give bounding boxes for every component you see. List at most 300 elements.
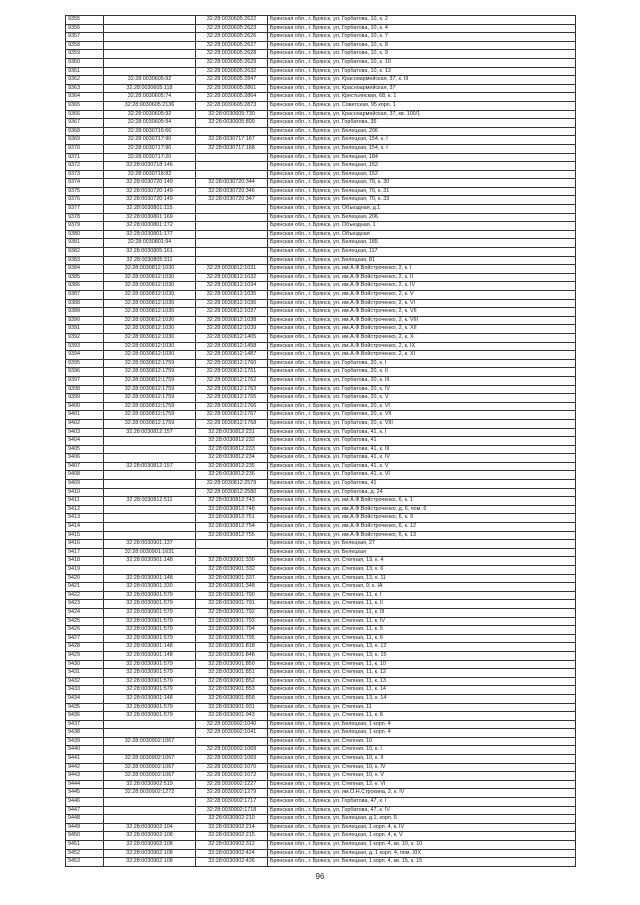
- parent-cadastral-number-cell: 32:28:0030902:1067: [104, 755, 196, 764]
- row-number-cell: 9400: [66, 402, 104, 411]
- address-cell: Брянская обл., г. Брянск, ул. Белецкая, 152: [268, 162, 576, 171]
- table-row: [66, 144, 576, 153]
- table-row: [66, 823, 576, 832]
- parent-cadastral-number-cell: 32:28:0030718:146: [104, 162, 196, 171]
- row-number-cell: 9443: [66, 772, 104, 781]
- address-cell: Брянская обл., г. Брянск, ул. Горбатова, 20, к. VII: [268, 411, 576, 420]
- parent-cadastral-number-cell: 32:28:0030902:1272: [104, 789, 196, 798]
- address-cell: Брянская обл., г. Брянск, ул. Степная, 10: [268, 737, 576, 746]
- row-number-cell: 9394: [66, 351, 104, 360]
- parent-cadastral-number-cell: 32:28:0030812:1030: [104, 316, 196, 325]
- row-number-cell: 9397: [66, 376, 104, 385]
- cadastral-number-cell: 32:28:0030812:1037: [196, 308, 268, 317]
- address-cell: Брянская обл., г. Брянск, ул. Степная, 11, к. 10: [268, 660, 576, 669]
- address-cell: Брянская обл., г. Брянск, ул. Белецкая, 1 корп. 4: [268, 720, 576, 729]
- address-cell: Брянская обл., г. Брянск, ул. Белецкая, 154, к. I: [268, 136, 576, 145]
- cadastral-number-cell: 32:28:0030812:1765: [196, 394, 268, 403]
- cadastral-number-cell: [196, 205, 268, 214]
- cadastral-number-cell: 32:28:0030901:792: [196, 608, 268, 617]
- row-number-cell: 9437: [66, 720, 104, 729]
- address-cell: Брянская обл., г. Брянск, ул. им.А.Ф.Войстроченко, 2, к. V: [268, 291, 576, 300]
- parent-cadastral-number-cell: 32:28:0030720:149: [104, 196, 196, 205]
- row-number-cell: 9358: [66, 41, 104, 50]
- address-cell: Брянская обл., г. Брянск, ул. им.А.Ф.Войстроченко, 2, к. X: [268, 333, 576, 342]
- row-number-cell: 9403: [66, 428, 104, 437]
- parent-cadastral-number-cell: [104, 523, 196, 532]
- row-number-cell: 9430: [66, 660, 104, 669]
- address-cell: Брянская обл., г. Брянск, ул. Степная, 11, к. II: [268, 600, 576, 609]
- cadastral-number-cell: 32:28:0030901:943: [196, 712, 268, 721]
- address-cell: Брянская обл., г. Брянск, ул. Горбатова, 20, к. I: [268, 359, 576, 368]
- cadastral-number-cell: 32:28:0030901:852: [196, 677, 268, 686]
- address-cell: Брянская обл., г. Брянск, ул. Горбатова, 10, к. 13: [268, 67, 576, 76]
- row-number-cell: 9366: [66, 110, 104, 119]
- address-cell: Брянская обл., г. Брянск, ул. Степная, 11, к. 13: [268, 677, 576, 686]
- address-cell: Брянская обл., г. Брянск, ул. Объездная, 1: [268, 222, 576, 231]
- address-cell: Брянская обл., г. Брянск, ул. Белецкая, 27: [268, 540, 576, 549]
- cadastral-number-cell: 32:28:0030812:235: [196, 462, 268, 471]
- row-number-cell: 9413: [66, 514, 104, 523]
- table-row: [66, 626, 576, 635]
- address-cell: Брянская обл., г. Брянск, ул. Белецкая, 206: [268, 213, 576, 222]
- table-row: [66, 376, 576, 385]
- cadastral-number-cell: [196, 170, 268, 179]
- cadastral-number-cell: 32:28:0030605:730: [196, 110, 268, 119]
- parent-cadastral-number-cell: 32:28:0030717:90: [104, 144, 196, 153]
- parent-cadastral-number-cell: [104, 815, 196, 824]
- parent-cadastral-number-cell: [104, 445, 196, 454]
- parent-cadastral-number-cell: 32:28:0030901:579: [104, 703, 196, 712]
- address-cell: Брянская обл., г. Брянск, ул. им.А.Ф.Войстроченко, 2, к. IV: [268, 282, 576, 291]
- row-number-cell: 9415: [66, 531, 104, 540]
- table-row: [66, 162, 576, 171]
- row-number-cell: 9367: [66, 119, 104, 128]
- parent-cadastral-number-cell: 32:28:0030901:148: [104, 574, 196, 583]
- cadastral-number-cell: 32:28:0030901:851: [196, 669, 268, 678]
- parent-cadastral-number-cell: 32:28:0030902:108: [104, 841, 196, 850]
- table-row: [66, 179, 576, 188]
- row-number-cell: 9453: [66, 858, 104, 867]
- address-cell: Брянская обл., г. Брянск, ул. Горбатова, 35: [268, 119, 576, 128]
- address-cell: Брянская обл., г. Брянск, ул. Горбатова, 47, к. I: [268, 798, 576, 807]
- table-row: [66, 583, 576, 592]
- row-number-cell: 9431: [66, 669, 104, 678]
- table-body: [66, 16, 576, 867]
- row-number-cell: 9361: [66, 67, 104, 76]
- row-number-cell: 9445: [66, 789, 104, 798]
- address-cell: Брянская обл., г. Брянск, ул. Степная, 13, к. 14: [268, 694, 576, 703]
- parent-cadastral-number-cell: 32:28:0030901:579: [104, 712, 196, 721]
- table-row: [66, 213, 576, 222]
- cadastral-number-cell: 32:28:0030901:790: [196, 591, 268, 600]
- row-number-cell: 9360: [66, 58, 104, 67]
- row-number-cell: 9427: [66, 634, 104, 643]
- address-cell: Брянская обл., г. Брянск, ул. Красноармейская, 37: [268, 84, 576, 93]
- parent-cadastral-number-cell: [104, 24, 196, 33]
- table-row: [66, 402, 576, 411]
- parent-cadastral-number-cell: [104, 67, 196, 76]
- parent-cadastral-number-cell: 32:28:0030901:579: [104, 677, 196, 686]
- parent-cadastral-number-cell: 32:28:0030812:1759: [104, 394, 196, 403]
- table-row: [66, 591, 576, 600]
- parent-cadastral-number-cell: [104, 488, 196, 497]
- row-number-cell: 9380: [66, 230, 104, 239]
- address-cell: Брянская обл., г. Брянск, ул. Степная, 13, к. 12: [268, 643, 576, 652]
- table-row: [66, 703, 576, 712]
- table-row: [66, 248, 576, 257]
- parent-cadastral-number-cell: 32:28:0030901:579: [104, 660, 196, 669]
- table-row: [66, 540, 576, 549]
- row-number-cell: 9368: [66, 127, 104, 136]
- table-row: [66, 230, 576, 239]
- table-row: [66, 566, 576, 575]
- address-cell: Брянская обл., г. Брянск, ул. Горбатова, 20, к. V: [268, 394, 576, 403]
- table-row: [66, 634, 576, 643]
- parent-cadastral-number-cell: 32:28:0030812:157: [104, 428, 196, 437]
- table-row: [66, 686, 576, 695]
- cadastral-number-cell: 32:28:0030901:848: [196, 651, 268, 660]
- address-cell: Брянская обл., г. Брянск, ул. Горбатова, 41: [268, 437, 576, 446]
- table-row: [66, 41, 576, 50]
- table-row: [66, 273, 576, 282]
- cadastral-number-cell: 32:28:0030901:348: [196, 583, 268, 592]
- cadastral-number-cell: 32:28:0030812:754: [196, 523, 268, 532]
- table-row: [66, 755, 576, 764]
- table-row: [66, 67, 576, 76]
- table-row: [66, 76, 576, 85]
- address-cell: Брянская обл., г. Брянск, ул. Горбатова, 10, к. 2: [268, 16, 576, 25]
- parent-cadastral-number-cell: 32:28:0030902:108: [104, 849, 196, 858]
- table-row: [66, 50, 576, 59]
- table-row: [66, 16, 576, 25]
- parent-cadastral-number-cell: [104, 50, 196, 59]
- address-cell: Брянская обл., г. Брянск, ул. Белецкая, 184: [268, 153, 576, 162]
- address-cell: Брянская обл., г. Брянск, ул. им.А.Ф.Войстроченко, 2, к. I: [268, 265, 576, 274]
- cadastral-number-cell: [196, 230, 268, 239]
- parent-cadastral-number-cell: 32:28:0030902:108: [104, 832, 196, 841]
- address-cell: Брянская обл., г. Брянск, ул. им.А.Ф.Войстроченко, 6, к. 13: [268, 531, 576, 540]
- cadastral-number-cell: 32:28:0030605:2623: [196, 24, 268, 33]
- row-number-cell: 9376: [66, 196, 104, 205]
- cadastral-number-cell: 32:28:0030902:1718: [196, 806, 268, 815]
- row-number-cell: 9393: [66, 342, 104, 351]
- table-row: [66, 368, 576, 377]
- cadastral-number-cell: 32:28:0030901:818: [196, 643, 268, 652]
- row-number-cell: 9395: [66, 359, 104, 368]
- table-row: [66, 110, 576, 119]
- parent-cadastral-number-cell: 32:28:0030716:66: [104, 127, 196, 136]
- address-cell: Брянская обл., г. Брянск, ул. Степная, 11, к. 6: [268, 634, 576, 643]
- parent-cadastral-number-cell: 32:28:0030902:108: [104, 858, 196, 867]
- table-row: [66, 299, 576, 308]
- address-cell: Брянская обл., г. Брянск, ул. Белецкая, 1 корп. 4: [268, 729, 576, 738]
- cadastral-number-cell: 32:28:0030812:751: [196, 514, 268, 523]
- address-cell: Брянская обл., г. Брянск, ул. Степная, 11: [268, 703, 576, 712]
- row-number-cell: 9414: [66, 523, 104, 532]
- parent-cadastral-number-cell: 32:28:0030812:1030: [104, 265, 196, 274]
- address-cell: Брянская обл., г. Брянск, ул. Горбатова, 20, к. III: [268, 376, 576, 385]
- cadastral-number-cell: 32:28:0030720:346: [196, 187, 268, 196]
- parent-cadastral-number-cell: 32:28:0030801:177: [104, 230, 196, 239]
- address-cell: Брянская обл., г. Брянск, ул. Степная, 11, к. IV: [268, 617, 576, 626]
- parent-cadastral-number-cell: 32:28:0030812:1759: [104, 385, 196, 394]
- address-cell: Брянская обл., г. Брянск, ул. Степная, 10, к. V: [268, 772, 576, 781]
- table-row: [66, 789, 576, 798]
- cadastral-number-cell: 32:28:0030812:1031: [196, 265, 268, 274]
- table-row: [66, 643, 576, 652]
- parent-cadastral-number-cell: 32:28:0030801:172: [104, 222, 196, 231]
- address-cell: Брянская обл., г. Брянск, ул. Степная, 10, к. I: [268, 746, 576, 755]
- parent-cadastral-number-cell: [104, 33, 196, 42]
- address-cell: Брянская обл., г. Брянск, ул. им.А.Ф.Войстроченко, 2, к. VIII: [268, 316, 576, 325]
- address-cell: Брянская обл., г. Брянск, ул. Белецкая, 1 корп. 4, к. IV: [268, 823, 576, 832]
- row-number-cell: 9405: [66, 445, 104, 454]
- parent-cadastral-number-cell: 32:28:0030605:92: [104, 76, 196, 85]
- table-row: [66, 548, 576, 557]
- cadastral-number-cell: 32:28:0030901:850: [196, 660, 268, 669]
- cadastral-number-cell: 32:28:0030902:1072: [196, 772, 268, 781]
- cadastral-number-cell: 32:28:0030902:436: [196, 858, 268, 867]
- row-number-cell: 9439: [66, 737, 104, 746]
- parent-cadastral-number-cell: [104, 746, 196, 755]
- cadastral-number-cell: [196, 127, 268, 136]
- cadastral-number-cell: 32:28:0030902:214: [196, 823, 268, 832]
- table-row: [66, 660, 576, 669]
- cadastral-number-cell: 32:28:0030812:748: [196, 505, 268, 514]
- table-row: [66, 497, 576, 506]
- cadastral-table: [65, 15, 576, 867]
- cadastral-number-cell: 32:28:0030812:1035: [196, 291, 268, 300]
- parent-cadastral-number-cell: 32:28:0030605:118: [104, 84, 196, 93]
- table-row: [66, 385, 576, 394]
- table-row: [66, 523, 576, 532]
- cadastral-number-cell: 32:28:0030605:2632: [196, 67, 268, 76]
- table-row: [66, 342, 576, 351]
- parent-cadastral-number-cell: 32:28:0030805:311: [104, 256, 196, 265]
- row-number-cell: 9371: [66, 153, 104, 162]
- table-row: [66, 119, 576, 128]
- cadastral-number-cell: 32:28:0030901:931: [196, 703, 268, 712]
- parent-cadastral-number-cell: 32:28:0030812:1759: [104, 402, 196, 411]
- address-cell: Брянская обл., г. Брянск, ул. Горбатова, 10, к. 7: [268, 33, 576, 42]
- row-number-cell: 9381: [66, 239, 104, 248]
- cadastral-number-cell: 32:28:0030902:1227: [196, 780, 268, 789]
- cadastral-number-cell: 32:28:0030812:755: [196, 531, 268, 540]
- address-cell: Брянская обл., г. Брянск, ул. им.А.Ф.Войстроченко, 2, к. VII: [268, 308, 576, 317]
- row-number-cell: 9424: [66, 608, 104, 617]
- address-cell: Брянская обл., г. Брянск, ул. Белецкая, 185: [268, 239, 576, 248]
- address-cell: Брянская обл., г. Брянск, ул. Степная, 13, к. 15: [268, 651, 576, 660]
- cadastral-number-cell: 32:28:0030812:743: [196, 497, 268, 506]
- table-row: [66, 488, 576, 497]
- cadastral-number-cell: 32:28:0030605:2861: [196, 84, 268, 93]
- cadastral-number-cell: 32:28:0030605:2873: [196, 101, 268, 110]
- row-number-cell: 9420: [66, 574, 104, 583]
- table-row: [66, 557, 576, 566]
- row-number-cell: 9412: [66, 505, 104, 514]
- address-cell: Брянская обл., г. Брянск, ул. Объездная: [268, 230, 576, 239]
- cadastral-number-cell: 32:28:0030901:330: [196, 557, 268, 566]
- row-number-cell: 9355: [66, 16, 104, 25]
- row-number-cell: 9396: [66, 368, 104, 377]
- table-row: [66, 419, 576, 428]
- cadastral-number-cell: 32:28:0030812:1034: [196, 282, 268, 291]
- address-cell: Брянская обл., г. Брянск, ул. Степная, 11, к. 14: [268, 686, 576, 695]
- address-cell: Брянская обл., г. Брянск, ул. Горбатова, д. 24: [268, 488, 576, 497]
- cadastral-number-cell: 32:28:0030901:794: [196, 626, 268, 635]
- address-cell: Брянская обл., г. Брянск, ул. Степная, 11, к. 8: [268, 712, 576, 721]
- cadastral-number-cell: [196, 222, 268, 231]
- table-row: [66, 239, 576, 248]
- row-number-cell: 9388: [66, 299, 104, 308]
- cadastral-number-cell: 32:28:0030605:2629: [196, 58, 268, 67]
- table-row: [66, 763, 576, 772]
- row-number-cell: 9369: [66, 136, 104, 145]
- table-row: [66, 462, 576, 471]
- table-row: [66, 333, 576, 342]
- address-cell: Брянская обл., г. Брянск, ул. Белецкая, 70, к. 31: [268, 187, 576, 196]
- parent-cadastral-number-cell: 32:28:0030901:148: [104, 643, 196, 652]
- cadastral-number-cell: 32:28:0030812:233: [196, 445, 268, 454]
- address-cell: Брянская обл., г. Брянск, ул. им.А.Ф.Войстроченко, 6, к. 1: [268, 497, 576, 506]
- address-cell: Брянская обл., г. Брянск, ул. им.А.Ф.Войстроченко, 6, к. 9: [268, 514, 576, 523]
- parent-cadastral-number-cell: [104, 454, 196, 463]
- row-number-cell: 9428: [66, 643, 104, 652]
- address-cell: Брянская обл., г. Брянск, ул. Белецкая, 1 корп. 4, кв. 10, к. 10: [268, 841, 576, 850]
- table-row: [66, 574, 576, 583]
- table-row: [66, 196, 576, 205]
- address-cell: Брянская обл., г. Брянск, ул. Белецкая: [268, 548, 576, 557]
- parent-cadastral-number-cell: 32:28:0030902:1067: [104, 772, 196, 781]
- address-cell: Брянская обл., г. Брянск, ул. Степная, 11, к. I: [268, 591, 576, 600]
- address-cell: Брянская обл., г. Брянск, ул. Белецкая, 1 корп. 4, к. V: [268, 832, 576, 841]
- table-row: [66, 394, 576, 403]
- cadastral-number-cell: 32:28:0030812:1761: [196, 368, 268, 377]
- address-cell: Брянская обл., г. Брянск, ул. Горбатова, 10, к. 8: [268, 41, 576, 50]
- table-row: [66, 505, 576, 514]
- row-number-cell: 9373: [66, 170, 104, 179]
- address-cell: Брянская обл., г. Брянск, ул. Горбатова, 47, к. IV: [268, 806, 576, 815]
- cadastral-number-cell: 32:28:0030901:795: [196, 634, 268, 643]
- row-number-cell: 9378: [66, 213, 104, 222]
- row-number-cell: 9416: [66, 540, 104, 549]
- cadastral-number-cell: 32:28:0030902:1279: [196, 789, 268, 798]
- row-number-cell: 9408: [66, 471, 104, 480]
- cadastral-number-cell: 32:28:0030812:236: [196, 471, 268, 480]
- row-number-cell: 9357: [66, 33, 104, 42]
- address-cell: Брянская обл., г. Брянск, ул. Красноармейская, 37, кв. 100/1: [268, 110, 576, 119]
- table-row: [66, 531, 576, 540]
- table-row: [66, 445, 576, 454]
- cadastral-number-cell: [196, 162, 268, 171]
- parent-cadastral-number-cell: 32:28:0030801:169: [104, 213, 196, 222]
- cadastral-number-cell: 32:28:0030605:2622: [196, 16, 268, 25]
- table-row: [66, 514, 576, 523]
- row-number-cell: 9417: [66, 548, 104, 557]
- cadastral-number-cell: 32:28:0030902:1040: [196, 720, 268, 729]
- row-number-cell: 9419: [66, 566, 104, 575]
- table-row: [66, 256, 576, 265]
- row-number-cell: 9418: [66, 557, 104, 566]
- row-number-cell: 9449: [66, 823, 104, 832]
- parent-cadastral-number-cell: [104, 505, 196, 514]
- address-cell: Брянская обл., г. Брянск, ул. Белецкая, 81: [268, 256, 576, 265]
- row-number-cell: 9385: [66, 273, 104, 282]
- table-row: [66, 437, 576, 446]
- table-row: [66, 858, 576, 867]
- table-row: [66, 849, 576, 858]
- address-cell: Брянская обл., г. Брянск, ул. Степная, 11, к. 5: [268, 626, 576, 635]
- row-number-cell: 9391: [66, 325, 104, 334]
- table-row: [66, 153, 576, 162]
- table-row: [66, 170, 576, 179]
- cadastral-number-cell: 32:28:0030901:337: [196, 574, 268, 583]
- cadastral-number-cell: 32:28:0030717:167: [196, 136, 268, 145]
- parent-cadastral-number-cell: 32:28:0030901:579: [104, 669, 196, 678]
- cadastral-number-cell: 32:28:0030812:234: [196, 454, 268, 463]
- parent-cadastral-number-cell: 32:28:0030901:579: [104, 617, 196, 626]
- parent-cadastral-number-cell: [104, 58, 196, 67]
- table-row: [66, 669, 576, 678]
- parent-cadastral-number-cell: 32:28:0030812:1030: [104, 291, 196, 300]
- row-number-cell: 9409: [66, 480, 104, 489]
- cadastral-number-cell: 32:28:0030812:1762: [196, 376, 268, 385]
- cadastral-number-cell: 32:28:0030605:2847: [196, 76, 268, 85]
- table-row: [66, 737, 576, 746]
- parent-cadastral-number-cell: 32:28:0030901:579: [104, 608, 196, 617]
- row-number-cell: 9452: [66, 849, 104, 858]
- page-number: 96: [315, 872, 325, 881]
- cadastral-number-cell: 32:28:0030902:1041: [196, 729, 268, 738]
- table-row: [66, 428, 576, 437]
- parent-cadastral-number-cell: 32:28:0030720:149: [104, 179, 196, 188]
- table-row: [66, 832, 576, 841]
- address-cell: Брянская обл., г. Брянск, ул. им.А.Ф.Войстроченко, 2, к. XI: [268, 351, 576, 360]
- row-number-cell: 9362: [66, 76, 104, 85]
- row-number-cell: 9404: [66, 437, 104, 446]
- table-row: [66, 677, 576, 686]
- table-row: [66, 471, 576, 480]
- parent-cadastral-number-cell: 32:28:0030720:149: [104, 187, 196, 196]
- table-row: [66, 729, 576, 738]
- table-row: [66, 187, 576, 196]
- address-cell: Брянская обл., г. Брянск, ул. Горбатова, 20, к. II: [268, 368, 576, 377]
- table-row: [66, 84, 576, 93]
- row-number-cell: 9440: [66, 746, 104, 755]
- row-number-cell: 9444: [66, 780, 104, 789]
- row-number-cell: 9377: [66, 205, 104, 214]
- row-number-cell: 9442: [66, 763, 104, 772]
- row-number-cell: 9406: [66, 454, 104, 463]
- parent-cadastral-number-cell: 32:28:0030812:1759: [104, 411, 196, 420]
- table-row: [66, 720, 576, 729]
- table-row: [66, 24, 576, 33]
- cadastral-number-cell: [196, 153, 268, 162]
- row-number-cell: 9364: [66, 93, 104, 102]
- cadastral-number-cell: [196, 256, 268, 265]
- parent-cadastral-number-cell: 32:28:0030901:148: [104, 557, 196, 566]
- parent-cadastral-number-cell: 32:28:0030812:1030: [104, 333, 196, 342]
- parent-cadastral-number-cell: 32:28:0030812:1759: [104, 419, 196, 428]
- address-cell: Брянская обл., г. Брянск, ул. им.О.Н.Строкина, 2, к. IV: [268, 789, 576, 798]
- cadastral-number-cell: 32:28:0030902:215: [196, 832, 268, 841]
- parent-cadastral-number-cell: 32:28:0030801:94: [104, 239, 196, 248]
- row-number-cell: 9375: [66, 187, 104, 196]
- row-number-cell: 9390: [66, 316, 104, 325]
- cadastral-number-cell: 32:28:0030902:312: [196, 841, 268, 850]
- row-number-cell: 9402: [66, 419, 104, 428]
- table-row: [66, 316, 576, 325]
